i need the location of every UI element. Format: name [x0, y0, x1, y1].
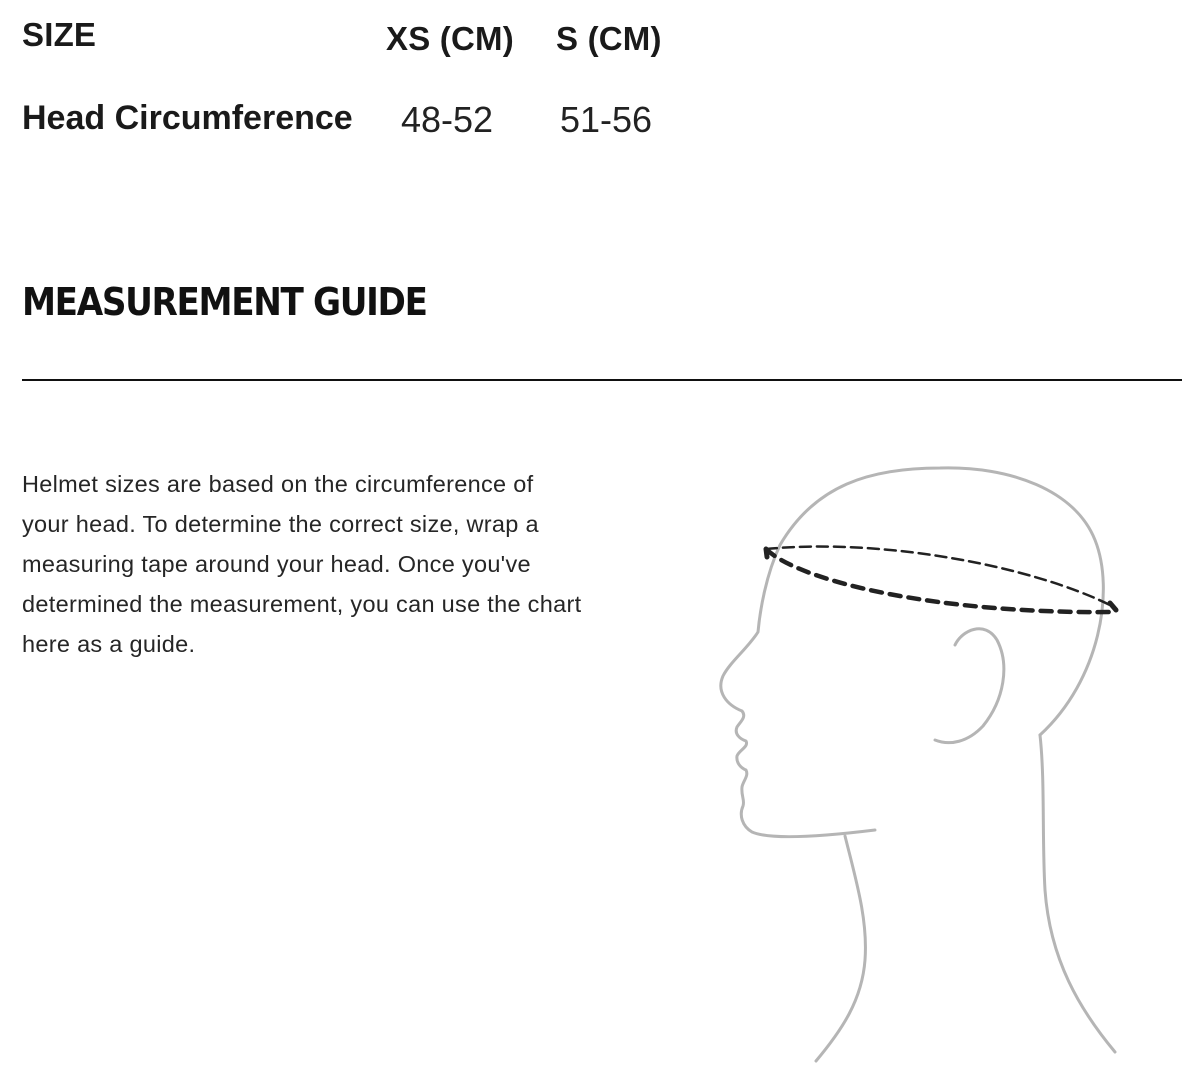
measuring-tape-right-end	[1110, 603, 1116, 610]
value-xs-head-circumference: 48-52	[401, 99, 494, 140]
neck-back-outline	[1040, 735, 1115, 1052]
column-header-xs: XS (CM)	[386, 20, 514, 57]
measurement-guide-text: Helmet sizes are based on the circumference of your head. To determine the correct size, wrap a measuring tape around your head. Once you've determined the measurement, you can use the chart here as a guide.	[22, 471, 582, 657]
head-measurement-icon	[700, 450, 1140, 1066]
size-chart-table	[22, 0, 722, 160]
row-label-head-circumference: Head Circumference	[22, 99, 353, 137]
value-s-head-circumference: 51-56	[560, 99, 653, 140]
measurement-guide-title: MEASUREMENT GUIDE	[22, 280, 427, 324]
measuring-tape-front	[766, 549, 1112, 612]
size-header: SIZE	[22, 16, 97, 53]
head-profile-outline	[721, 468, 1104, 837]
ear-outline	[935, 629, 1004, 743]
neck-front-outline	[816, 836, 865, 1061]
section-divider	[22, 379, 1182, 381]
measuring-tape-left-end	[766, 549, 767, 557]
column-header-s: S (CM)	[556, 20, 662, 57]
